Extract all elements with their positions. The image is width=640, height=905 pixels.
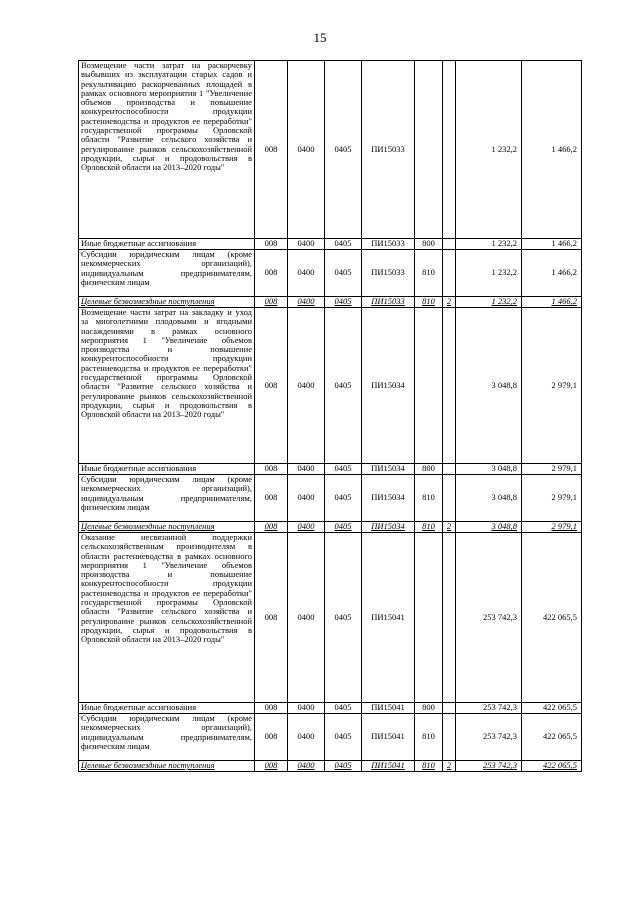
section-code: 0400 xyxy=(288,714,325,761)
ministry-code: 008 xyxy=(255,714,288,761)
subsection-code: 0405 xyxy=(325,297,362,308)
section-code: 0400 xyxy=(288,475,325,522)
target-code: ПИ15041 xyxy=(362,761,415,772)
expense-type-code: 810 xyxy=(415,714,443,761)
section-code: 0400 xyxy=(288,297,325,308)
amount-2: 1 466,2 xyxy=(522,250,582,297)
section-code: 0400 xyxy=(288,239,325,250)
ministry-code: 008 xyxy=(255,308,288,464)
target-code: ПИ15033 xyxy=(362,239,415,250)
amount-2: 422 065,5 xyxy=(522,714,582,761)
table-row xyxy=(79,250,582,297)
source-code: 2 xyxy=(443,297,456,308)
source-code xyxy=(443,703,456,714)
expense-type-code xyxy=(415,61,443,239)
subsection-code: 0405 xyxy=(325,761,362,772)
ministry-code: 008 xyxy=(255,761,288,772)
target-code: ПИ15034 xyxy=(362,522,415,533)
ministry-code: 008 xyxy=(255,533,288,703)
amount-1: 253 742,3 xyxy=(456,533,522,703)
expense-type-code: 800 xyxy=(415,464,443,475)
table-row xyxy=(79,475,582,522)
expense-type-code xyxy=(415,533,443,703)
row-name: Иные бюджетные ассигнования xyxy=(79,239,255,250)
ministry-code: 008 xyxy=(255,250,288,297)
ministry-code: 008 xyxy=(255,297,288,308)
amount-1: 3 048,8 xyxy=(456,308,522,464)
target-code: ПИ15034 xyxy=(362,464,415,475)
row-name: Целевые безвозмездные поступления xyxy=(79,522,255,533)
row-name: Оказание несвязанной поддержки сельскохозяйственным производителям в области растениеводства в рамках основного мероприятия 1 "Увеличение объемов производства и повышение конкурентоспособности продукции растениеводства и продуктов ее переработки" государственной программы Орловской области "Развитие сельского хозяйства и регулирование рынков сельскохозяйственной продукции, сырья и продовольствия в Орловской области на 2013–2020 годы" xyxy=(79,533,255,703)
amount-2: 422 065,5 xyxy=(522,761,582,772)
subsection-code: 0405 xyxy=(325,714,362,761)
row-name: Иные бюджетные ассигнования xyxy=(79,464,255,475)
ministry-code: 008 xyxy=(255,464,288,475)
table-row xyxy=(79,61,582,239)
subsection-code: 0405 xyxy=(325,61,362,239)
table-row xyxy=(79,239,582,250)
amount-1: 1 232,2 xyxy=(456,239,522,250)
amount-2: 1 466,2 xyxy=(522,239,582,250)
expense-type-code: 810 xyxy=(415,761,443,772)
subsection-code: 0405 xyxy=(325,464,362,475)
target-code: ПИ15034 xyxy=(362,475,415,522)
section-code: 0400 xyxy=(288,533,325,703)
ministry-code: 008 xyxy=(255,61,288,239)
amount-2: 2 979,1 xyxy=(522,464,582,475)
section-code: 0400 xyxy=(288,308,325,464)
section-code: 0400 xyxy=(288,250,325,297)
amount-1: 3 048,8 xyxy=(456,522,522,533)
target-code: ПИ15033 xyxy=(362,61,415,239)
ministry-code: 008 xyxy=(255,522,288,533)
expense-type-code: 810 xyxy=(415,297,443,308)
amount-2: 2 979,1 xyxy=(522,308,582,464)
amount-1: 253 742,3 xyxy=(456,703,522,714)
amount-2: 1 466,2 xyxy=(522,297,582,308)
ministry-code: 008 xyxy=(255,239,288,250)
row-name: Субсидии юридическим лицам (кроме некоммерческих организаций), индивидуальным предпринимателям, физическим лицам xyxy=(79,475,255,522)
row-name: Возмещение части затрат на раскорчевку выбывших из эксплуатации старых садов и рекультивацию раскорчеванных площадей в рамках основного мероприятия 1 "Увеличение объемов производства и повышение конкурентоспособности продукции растениеводства и продуктов ее переработки" государственной программы Орловской области "Развитие сельского хозяйства и регулирование рынков сельскохозяйственной продукции, сырья и продовольствия в Орловской области на 2013–2020 годы" xyxy=(79,61,255,239)
subsection-code: 0405 xyxy=(325,522,362,533)
target-code: ПИ15034 xyxy=(362,308,415,464)
subsection-code: 0405 xyxy=(325,703,362,714)
amount-1: 3 048,8 xyxy=(456,464,522,475)
source-code xyxy=(443,239,456,250)
source-code xyxy=(443,308,456,464)
table-row xyxy=(79,533,582,703)
expense-type-code: 810 xyxy=(415,250,443,297)
table-row xyxy=(79,308,582,464)
section-code: 0400 xyxy=(288,522,325,533)
section-code: 0400 xyxy=(288,61,325,239)
subsection-code: 0405 xyxy=(325,308,362,464)
target-code: ПИ15041 xyxy=(362,703,415,714)
source-code xyxy=(443,714,456,761)
amount-2: 422 065,5 xyxy=(522,533,582,703)
target-code: ПИ15041 xyxy=(362,714,415,761)
amount-2: 2 979,1 xyxy=(522,522,582,533)
section-code: 0400 xyxy=(288,703,325,714)
expense-type-code: 800 xyxy=(415,703,443,714)
table-row xyxy=(79,714,582,761)
target-code: ПИ15033 xyxy=(362,297,415,308)
amount-1: 1 232,2 xyxy=(456,61,522,239)
expense-type-code xyxy=(415,308,443,464)
amount-1: 1 232,2 xyxy=(456,297,522,308)
amount-2: 2 979,1 xyxy=(522,475,582,522)
table-row xyxy=(79,703,582,714)
expense-type-code: 810 xyxy=(415,522,443,533)
expense-type-code: 800 xyxy=(415,239,443,250)
subsection-code: 0405 xyxy=(325,250,362,297)
row-name: Иные бюджетные ассигнования xyxy=(79,703,255,714)
budget-table xyxy=(78,60,582,772)
ministry-code: 008 xyxy=(255,475,288,522)
subsection-code: 0405 xyxy=(325,239,362,250)
table-row xyxy=(79,761,582,772)
expense-type-code: 810 xyxy=(415,475,443,522)
row-name: Возмещение части затрат на закладку и уход за многолетними плодовыми и ягодными насаждениями в рамках основного мероприятия 1 "Увеличение объемов производства и повышение конкурентоспособности продукции растениеводства и продуктов ее переработки" государственной программы Орловской области "Развитие сельского хозяйства и регулирование рынков сельскохозяйственной продукции, сырья и продовольствия в Орловской области на 2013–2020 годы" xyxy=(79,308,255,464)
page-number: 15 xyxy=(313,30,327,45)
source-code: 2 xyxy=(443,761,456,772)
row-name: Целевые безвозмездные поступления xyxy=(79,297,255,308)
source-code xyxy=(443,533,456,703)
amount-1: 253 742,3 xyxy=(456,714,522,761)
source-code xyxy=(443,464,456,475)
row-name: Субсидии юридическим лицам (кроме некоммерческих организаций), индивидуальным предпринимателям, физическим лицам xyxy=(79,250,255,297)
table-row xyxy=(79,297,582,308)
amount-1: 1 232,2 xyxy=(456,250,522,297)
amount-1: 253 742,3 xyxy=(456,761,522,772)
subsection-code: 0405 xyxy=(325,533,362,703)
source-code: 2 xyxy=(443,522,456,533)
table-row xyxy=(79,464,582,475)
section-code: 0400 xyxy=(288,761,325,772)
section-code: 0400 xyxy=(288,464,325,475)
source-code xyxy=(443,250,456,297)
source-code xyxy=(443,61,456,239)
amount-2: 422 065,5 xyxy=(522,703,582,714)
row-name: Целевые безвозмездные поступления xyxy=(79,761,255,772)
source-code xyxy=(443,475,456,522)
table-row xyxy=(79,522,582,533)
ministry-code: 008 xyxy=(255,703,288,714)
target-code: ПИ15041 xyxy=(362,533,415,703)
amount-1: 3 048,8 xyxy=(456,475,522,522)
row-name: Субсидии юридическим лицам (кроме некоммерческих организаций), индивидуальным предпринимателям, физическим лицам xyxy=(79,714,255,761)
amount-2: 1 466,2 xyxy=(522,61,582,239)
target-code: ПИ15033 xyxy=(362,250,415,297)
subsection-code: 0405 xyxy=(325,475,362,522)
